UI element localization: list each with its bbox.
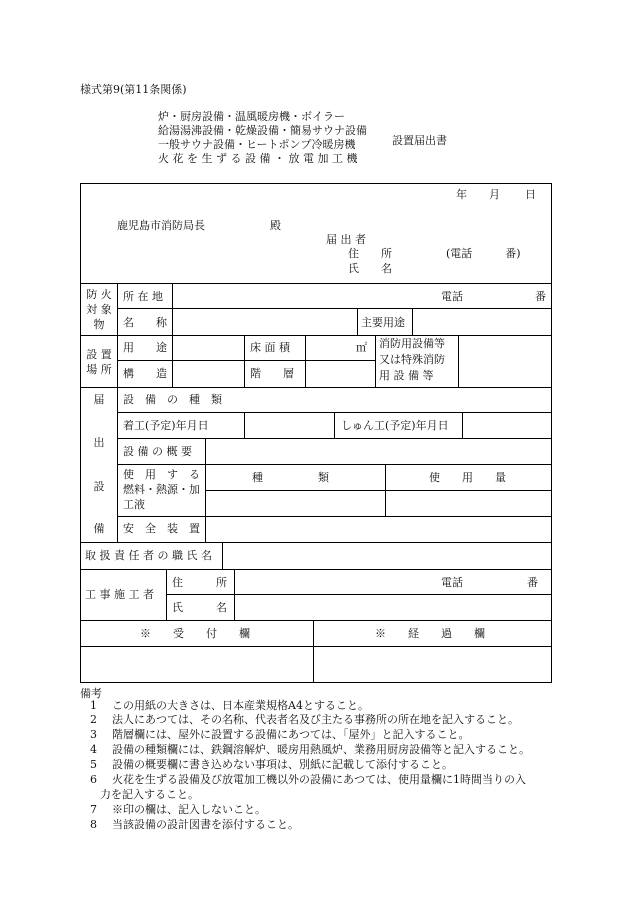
safety-device-label: 安 全 装 置 [123,522,200,535]
location-label: 所 在 地 [123,290,163,303]
form-number: 様式第9(第11条関係) [80,83,187,96]
note-item: 2 法人にあつては、その名称、代表者名及び主たる事務所の所在地を記入すること。 [90,713,519,726]
manager-label: 取 扱 責 任 者 の 職 氏 名 [85,549,212,562]
floor-level-label: 階 層 [250,367,294,380]
manager-field[interactable] [223,543,551,569]
start-date-label: 着工(予定)年月日 [123,419,209,432]
location-field[interactable] [173,284,408,308]
note-item-continued: 力を記入すること。 [100,788,199,801]
note-item: 6 火花を生ずる設備及び放電加工機以外の設備にあつては、使用量欄に1時間当りの入 [90,773,526,786]
main-use-label: 主要用途 [361,316,405,329]
contractor-address-label: 住 所 [172,576,227,589]
target-phone-suffix: 番 [535,290,546,303]
applicant-address-label: 住 所 [348,247,392,260]
contractor-phone-suffix: 番 [527,576,538,589]
floor-area-label: 床 面 積 [250,341,290,354]
title-line-3: 一般サウナ設備・ヒートポンプ冷暖房機 [158,138,356,151]
main-use-field[interactable] [413,309,551,335]
equipment-type-field[interactable] [245,388,551,412]
equipment-outline-field[interactable] [206,439,551,464]
contractor-phone-label: 電話 [441,576,463,589]
note-item: 5 設備の概要欄に書き込めない事項は、別紙に記載して添付すること。 [90,758,453,771]
note-item: 4 設備の種類欄には、鉄鋼溶解炉、暖房用熱風炉、業務用厨房設備等と記入すること。 [90,743,530,756]
note-item: 7 ※印の欄は、記入しないこと。 [90,803,266,816]
title-line-2: 給湯湯沸設備・乾燥設備・簡易サウナ設備 [158,124,367,137]
fuel-amount-header: 使 用 量 [429,471,506,484]
equipment-type-label: 設 備 の 種 類 [123,393,222,406]
applicant-label: 届 出 者 [326,233,366,246]
place-header: 設 置 場 所 [86,348,112,376]
form-title-block [158,110,367,166]
contractor-name-label: 氏 名 [172,601,227,614]
equipment-header-2: 出 [93,436,105,449]
completion-date-label: しゅん工(予定)年月日 [341,419,449,432]
progress-label: ※ 経 過 欄 [375,627,485,640]
target-phone-label: 電話 [441,290,463,303]
applicant-name-label: 氏 名 [348,262,392,275]
contractor-label: 工 事 施 工 者 [85,588,154,601]
building-name-field[interactable] [173,309,357,335]
equipment-header-3: 設 [93,480,105,493]
completion-date-field[interactable] [463,413,551,438]
fuel-kind-field[interactable] [206,491,385,516]
fuel-kind-header: 種 類 [252,471,329,484]
form-title-suffix: 設置届出書 [392,134,447,147]
date-day: 日 [525,188,536,201]
fire-equipment-field[interactable] [459,336,551,387]
title-line-4: 火 花 を 生 ず る 設 備 ・ 放 電 加 工 機 [158,152,358,165]
fire-equipment-label: 消防用設備等 又は特殊消防 用 設 備 等 [379,337,445,382]
contractor-name-field[interactable] [235,595,551,620]
structure-label: 構 造 [123,367,167,380]
contractor-address-field[interactable] [235,570,425,594]
honorific: 殿 [270,219,281,232]
floor-area-unit: ㎡ [356,341,367,354]
date-month: 月 [489,188,500,201]
target-header: 防 火 対 象 物 [86,288,112,331]
note-item: 3 階層欄には、屋外に設置する設備にあつては、「屋外」と記入すること。 [90,728,470,741]
date-year: 年 [456,188,467,201]
structure-field[interactable] [173,361,244,387]
addressee: 鹿児島市消防局長 [117,219,205,232]
safety-device-field[interactable] [206,517,551,542]
fuel-amount-field[interactable] [386,491,551,516]
start-date-field[interactable] [245,413,334,438]
applicant-phone-label: (電話 番) [446,247,521,260]
place-use-label: 用 途 [123,341,167,354]
place-use-field[interactable] [173,336,244,360]
note-item: 8 当該設備の設計図書を添付すること。 [90,818,299,831]
title-line-1: 炉・厨房設備・温風暖房機・ボイラー [158,110,345,123]
note-item: 1 この用紙の大きさは、日本産業規格A4とすること。 [90,699,369,712]
equipment-outline-label: 設 備 の 概 要 [123,445,192,458]
reception-label: ※ 受 付 欄 [140,627,250,640]
equipment-header-1: 届 [93,393,105,406]
notes-title: 備考 [80,687,102,700]
fuel-label: 使 用 す る 燃料・熱源・加 工液 [123,468,200,511]
equipment-header-4: 備 [93,522,105,535]
building-name-label: 名 称 [123,316,167,329]
floor-level-field[interactable] [306,361,375,387]
